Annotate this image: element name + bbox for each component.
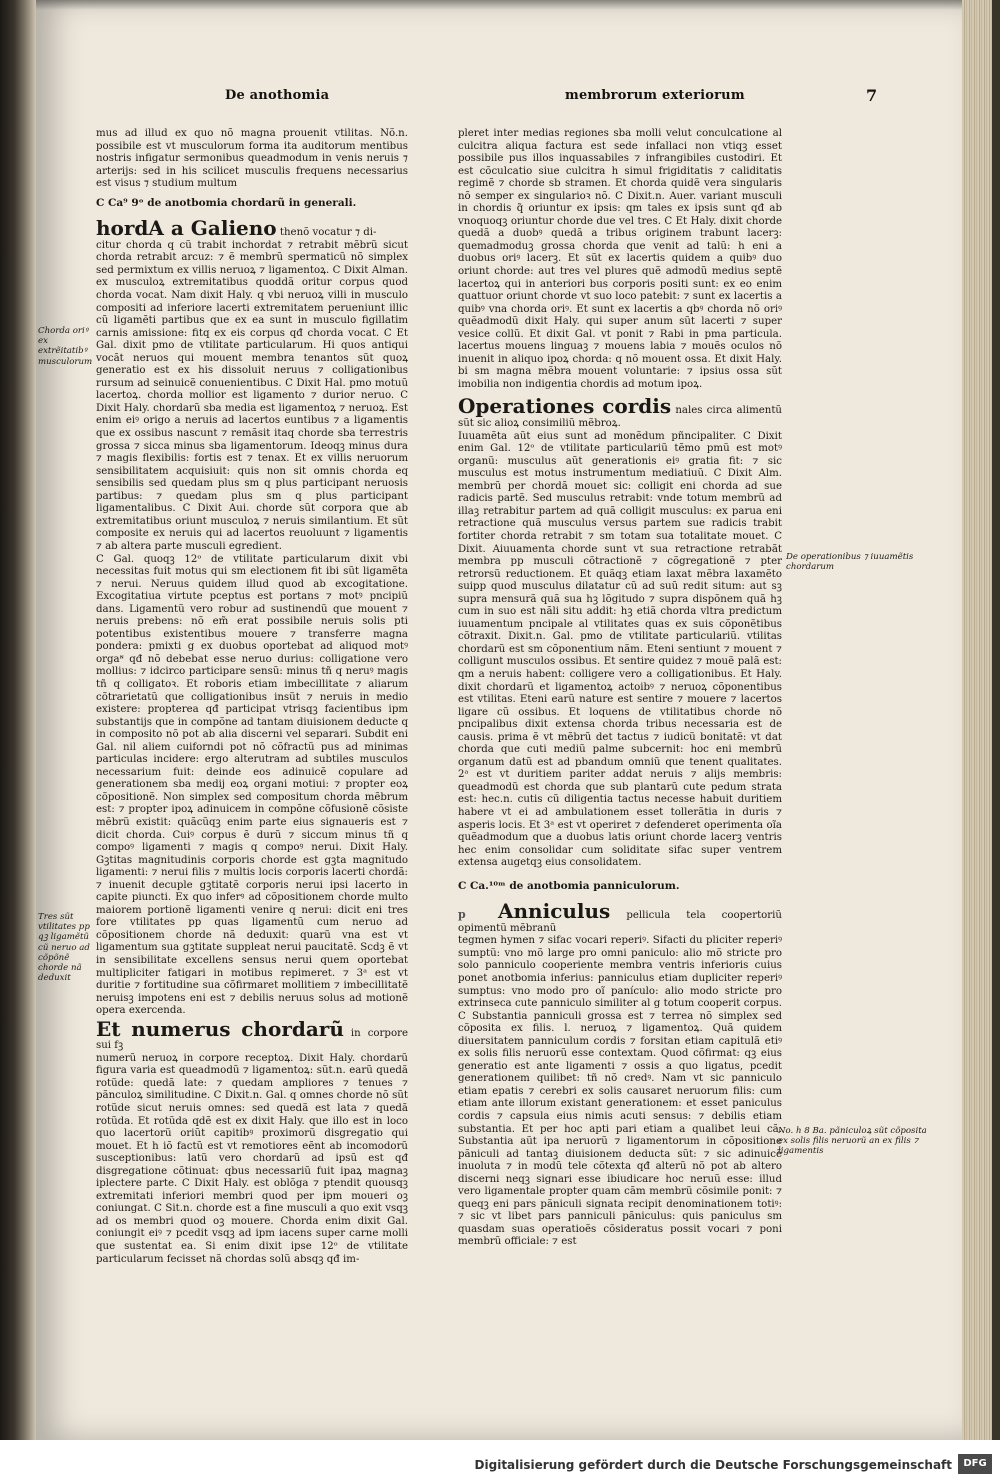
- running-head-center: membrorum exteriorum: [565, 88, 745, 103]
- marginal-note: Chorda oriꝰ ex extrẽitatibꝰ musculorum: [38, 326, 93, 367]
- chapter-rubric: C Ca⁹ 9ᵒ de anotbomia chordarũ in generali.: [96, 196, 357, 209]
- section-opening: [458, 395, 782, 430]
- heading-tail: pellicula tela coopertoriũ opimentũ mẽbranũ: [458, 910, 782, 934]
- paragraph: citur chorda q cũ trabit inchordat ⁊ retrabit mẽbrũ sicut chorda retrabit arcuz: ⁊ ẽ membrũ spermaticũ nõ simplex sed permixtum ex villis neruoꝝ ⁊ ligamentoꝝ. C Dixit Alman. ex musculoꝝ extremitatibus quoddã oritur corpus quod chorda vocat. Nam dixit Haly. q vbi neruoꝝ villi in musculo compositi ad inferiore lacerti extremitatem perueniunt illic cũ ligamẽti partibus que ex ea sunt in musculo figillatim carnis amissione: fitq ex eis corpus qđ chorda vocat. C Et Gal. dixit pmo de vtilitate particularum. Hi quos antiqui vocãt neruos qui mouent membra tenantos sũt quoꝝ generatio est ex his dissoluit neruus ⁊ colligationibus rursum ad seinuicẽ conuenientibus. C Dixit Hal. pmo motuũ lacertoꝝ. chorda mollior est ligamento ⁊ durior neruo. C Dixit Haly. chordarũ sba media est ligamentoꝝ ⁊ neruoꝝ. Est enim eiꝰ origo a neruis ad lacertos euntibus ⁊ a ligamentis que ex ossibus nascunt ⁊ remãsit itaq chorde sba terrestris grossa ⁊ sicca minus sba ligamentorum. Ideoqꝫ minus dura ⁊ magis flexibilis: fortis est ⁊ tenax. Et ex villis neruorum sensibilitatem acquisiuit: quis non sit omnis chorda eq sensibilis sed quedam plus sm q plus participant neruosis partibus: ⁊ quedam plus sm q plus participant ligamentalibus. C Dixit Aui. chorde sũt corpora que ab extremitatibus oriunt musculoꝝ ⁊ neruis similantium. Et sũt composite ex neruis qui ad lacertos reuoluunt ⁊ ligamentis ⁊ ab altera parte musculi egredient.: [96, 239, 408, 552]
- marginal-note: De operationibus ⁊ iuuamẽtis chordarum: [786, 552, 914, 573]
- marginal-note: No. h 8 Ba. pãniculoꝝ sũt cõposita ex solis filis neruorũ an ex filis ⁊ ligamentis: [778, 1126, 927, 1157]
- paragraph: Iuuamẽta aũt eius sunt ad monẽdum pñncipaliter. C Dixit enim Gal. 12ᵒ de vtilitate particulariũ tẽmo pmũ est motꝰ organũ: musculus aũt generationis eiꝰ gratia fit: ⁊ sic musculus est motus instrumentum mediatiuũ. C Dixit Alm. membrũ per chordã mouet sic: colligit eni chorda ad sue radicis partẽ. Sed musculus retrabit: vnde totum membrũ ad illaꝫ retrabitur partem ad quã colligit musculus: ex parua eni retractione quã musculus versus partem sue radicis trabit fortiter chorda retrabit ⁊ sm totam sua totalitate mouet. C Dixit. Aiuuamenta chorde sunt vt sua retractione retrabãt membra pp musculi cõtractionẽ ⁊ cõgregationẽ ⁊ pter retrorsũ reductionem. Et quãqꝫ etiam laxat mẽbra laxamẽto suipp quod musculus dilatatur cũ ad suũ redit situm: aut sꝫ supra mensurã quã sua hꝫ lõgitudo ⁊ supra dispõnem quã hꝫ cum in suo est nãli situ addit: hꝫ etiã chorda vltra predictum iuuamentum pncipale al vtilitates quas ex suis cõponẽtibus cõtraxit. Dixit.n. Gal. pmo de vtilitate particulariũ. vtilitas chordarũ est sm cõponentium nãm. Eteni sentiunt ⁊ mouent ⁊ colligunt musculos ossibus. Et sentire quidez ⁊ mouẽ palã est: qm a neruis habent: colligere vero a colligationibus. Et Haly. dixit chordarũ et ligamentoꝝ actoibꝰ ⁊ neruoꝝ cõponentibus est vtilitas. Eteni earũ nature est sentire ⁊ mouere ⁊ lacertos ligare cũ ossibus. Et loquens de vtilitatibus chorde nõ pncipalibus dixit extensa chorda tribus necessaria est de causis. prima ẽ vt mẽbrũ det tactus ⁊ iudicũ bonitatẽ: vt dat chorda que cuti mediũ palme subcernit: hoc eni membrũ organum datũ est ad pbandum omniũ que tenent qualitates. 2ᵃ est vt duritiem pariter addat neruis ⁊ alijs membris: queadmodũ est chorda que sub plantarũ cute pedum strata est: hec.n. cutis cũ diligentia tactus necesse habuit duritiem habere vt ei ad ambulationem esset tollerãtia in duris ⁊ asperis locis. Et 3ᵃ est vt operiret ⁊ defenderet operimenta oĩa quẽadmodum que a duobus latis oriunt chorde lacerꝫ ventris hec enim consolidar cum soliditate sifac super ventrem extensa augetqꝫ eius consolidatem.: [458, 430, 782, 869]
- paragraph: C Gal. quoqꝫ 12ᵒ de vtilitate particularum dixit vbi necessitas fuit motus qui sm electionem fit ibi sũt ligamẽta ⁊ nerui. Neruus quidem illud quod ab excogitatione. Excogitatiua virtute pceptus est portans ⁊ motꝰ pncipiũ dans. Ligamentũ vero robur ad sustinendũ que mouent ⁊ neruis prebens: nõ em̃ erat possibile neruis solis pti potentibus existentibus mouere ⁊ transferre magna pondera: pmixti g ex duobus oportebat ad aliquod motꝰ orgaᶰ qđ nõ debebat esse neruo durius: colligatione vero mollius: ⁊ idcirco participare sensũ: minus tñ q neruꝰ magis tñ q colligatoꝛ. Et roboris etiam imbecillitate ⁊ aliarum cõtrarietatũ que colligationibus insũt ⁊ neruis in medio existere: propterea qđ participat vtrisqꝫ facientibus ipm substantijs que in compõne ad tantam diuisionem deducte q in composito nõ pot ab alia discerni vel separari. Subdit eni Gal. nil aliem cuiforndi pot nõ cõfractũ pus ad minimas particulas incidere: ergo alterutram ad subtiles musculos necessarium fuit: deinde eos adinuicẽ copulare ad generationem sba medij eoꝝ organi motiui: ⁊ propter eoꝝ cõpositionẽ. Non simplex sed compositum chorda mẽbrum est: ⁊ propter ipoꝝ adinuicem in compõne cõfusionẽ cõsiste mẽbrũ existit: quãcũqꝫ enim parte eius signaueris est ⁊ dicit chorda. Cuiꝰ corpus ẽ durũ ⁊ siccum minus tñ q compoꝰ ligamenti ⁊ magis q compoꝰ nerui. Dixit Haly. Gꝫtitas magnitudinis corporis chorde est gꝫta magnitudo ligamenti: ⁊ nerui filis ⁊ multis locis corporis lacerti chordã: ⁊ inuenit decuple gꝫtitatẽ corporis nerui ipsi lacerto in capite piuncti. Ex quo inferꝰ ad cõpositionem chorde multo maiorem portionẽ ligamenti venire q nerui: dicit eni tres fore vtilitates pp quas ligamentũ cum neruo ad cõpositionem chorde nã deduxit: quarũ vna est vt ligamentum sua gꝫtitate suppleat nerui paucitatẽ. Scdꝫ ẽ vt in sensibilitate excellens sensus nerui quem oportebat multipliciter fatigari in motibus repimeret. ⁊ 3ᵃ est vt duritie ⁊ fortitudine sua cõfirmaret mollitiem ⁊ imbecillitatẽ neruisꝫ impotens eni est ⁊ debilis neruus solus ad motionẽ opera exercenda.: [96, 553, 408, 1017]
- section-heading: Operationes cordis: [458, 394, 672, 419]
- chapter-heading: Anniculus: [498, 899, 611, 924]
- footer-credit: Digitalisierung gefördert durch die Deutsche Forschungsgemeinschaft: [474, 1458, 952, 1472]
- chapter-heading: hordA a Galieno: [96, 216, 277, 241]
- paragraph: numerũ neruoꝝ in corpore receptoꝝ. Dixit Haly. chordarũ figura varia est queadmodũ ⁊ ligamentoꝝ: sũt.n. earũ quedã rotũde: quedã late: ⁊ quedam ampliores ⁊ tenues ⁊ pãnculoꝝ similitudine. C Dixit.n. Gal. q omnes chorde nõ sũt rotũde sicut neruis omnes: sed quedã est lata ⁊ quedã rotũda. Et rotũda qdẽ est ex dixit Haly. que illo est in loco quo lacertorũ oriũt capitibꝰ proximorũ disgregatio qui mouet. Et h iõ factũ est vt remotiores eẽnt ab incomodorũ susceptionibus: latũ vero chordarũ ad ipsũ est qđ disgregatione cõtinuat: qbus necessariũ fuit ipaꝝ magnaꝫ iplectere parte. C Dixit Haly. est oblõga ⁊ ptendit quousqꝫ extremitati inferiori membri quod per ipm moueri oꝫ coniungat. C Sit.n. chorde est a fine musculi a quo exit vsqꝫ ad os membri quod oꝫ mouere. Chorda enim dixit Gal. coniungit eiꝰ ⁊ pcedit vsqꝫ ad ipm iacens super carne molli que sustentat ea. Si enim dixit ipse 12ᵒ de vtilitate particularum fecisset nã chordas solũ absqꝫ qđ im-: [96, 1052, 408, 1265]
- page-stack-edge: [960, 0, 1000, 1440]
- section-heading: Et numerus chordarũ: [96, 1016, 344, 1041]
- chapter-rubric: C Ca.¹⁰ᵐ de anotbomia panniculorum.: [458, 879, 680, 892]
- page-shadow: [36, 0, 962, 10]
- dfg-logo: DFG: [958, 1454, 992, 1474]
- marginal-note: Tres sũt vtilitates pp qꝫ ligamẽtũ cũ neruo ad cõpõnẽ chorde nã deduxit: [38, 912, 90, 984]
- guide-letter: p: [458, 908, 466, 922]
- heading-tail: in corpore sui fꝫ: [96, 1027, 408, 1052]
- running-head-left: De anothomia: [225, 88, 330, 103]
- heading-tail: thenõ vocatur ⁊ di-: [279, 227, 377, 239]
- book-spine-edge: [0, 0, 36, 1440]
- paragraph: mus ad illud ex quo nõ magna prouenit vtilitas. Nõ.n. possibile est vt musculorum forma ita auditorum mentibus nostris infigatur sermonibus queadmodum in venis neruis ⁊ arterijs: sed in his scilicet musculis frequens necessarius est visus ⁊ studium multum: [96, 128, 408, 190]
- chapter-opening: [96, 217, 408, 240]
- folio-number: 7: [866, 86, 878, 105]
- left-column: [96, 128, 408, 1266]
- chapter-opening: [458, 900, 782, 935]
- paragraph: tegmen hymen ⁊ sifac vocari reperiꝰ. Sifacti du pliciter reperiꝰ sumptũ: vno mõ large pro omni paniculo: alio mõ stricte pro solo panniculo cooperiente membra ventris inferioris cuius ponet anotbomia inferius: panniculus etiam dupliciter reperiꝰ sumptus: vno modo pro oĩ panículo: alio modo stricte pro extrinseca cute panniculo similiter al g totum cooperit corpus. C Substantia panniculi grossa est ⁊ terrea nõ simplex sed cõposita ex filis. l. neruoꝝ ⁊ ligamentoꝝ. Quã quidem diuersitatem panniculum cordis ⁊ forsitan etiam capitulã etiꝰ ex solis filis neruorũ esse contextam. Quod cõfirmat: qꝫ eius generatio est ante ligamenti ⁊ ossis a quo ligatus, pcedit generationem quilibet: tñ nõ credꝰ. Nam vt sic panniculo etiam epatis ⁊ cerebri ex solis causaret neruorum filis: cum etiam ante illorum existant generationem: et esset paniculus cordis ⁊ capsula eius nimis acuti sensus: ⁊ debilis etiam substantia. Et per hoc apti pari etiam a qualibet leui cã. Substantia aũt ipa neruorũ ⁊ ligamentorum in cõpositione pãniculi ad tantaꝫ diuisionem deducta sũt: ⁊ sic adinuicẽ inuoluta ⁊ in modũ tele cõtexta qđ alterũ nõ pot ab altero discerni neqꝫ signari esse ibiudicare hoc neruũ esse: illud vero ligamentale propter quam cãm membrũ cõsimile ponit: ⁊ queqꝫ eni pars pãniculi signata recipit denominationem totiꝰ: ⁊ sic vt libet pars panniculi pãniculus: quis paniculus sm quasdam suas operatioẽs cõsideratus possit vocari ⁊ poni membrũ officiale: ⁊ est: [458, 935, 782, 1248]
- paragraph: pleret inter medias regiones sba molli velut conculcatione al culcitra aliqua factura est sede infallaci non vtiqꝫ esset possibile pus illos inquassabiles ⁊ infrangibiles custodiri. Et est cõculcatio siue culcitra h simul frigiditatis ⁊ caliditatis regimẽ ⁊ chorde sb stramen. Et chorda quidẽ vera singularis nõ semper ex singularioꝛ nõ. C Dixit.n. Auer. variant musculi in chordis q̃ oriuntur ex ipsis: qm tales ex ipsis sunt qđ ab vnoquoqꝫ oriuntur chorde due vel tres. C Et Haly. dixit chorde quedã a duobꝰ quedã a tribus originem trabunt lacerꝫ: quemadmoduꝫ grossa chorda que venit ad talũ: h eni a duobus oriꝰ lacerꝫ. Et sũt ex lacertis quidem a quibꝰ duo oriunt chorde: aut tres vel plures quẽ admodũ medius septẽ lacertoꝝ qui in anteriori bus corporis positi sunt: ex eo enim quattuor oriunt chorde vt suo loco patebit: ⁊ sunt ex lacertis a quibꝰ vna chorda oriꝰ. Et sunt ex lacertis a qbꝰ chorda nõ oriꝰ quẽadmodũ dixit Haly. qui super anum sũt lacerti ⁊ super vesice collũ. Et dixit Gal. vt ponit ⁊ Rabi in pma particula. lacertus mouens linguaꝫ ⁊ mouens labia ⁊ mouẽs oculos nõ inuenit in aliquo ipoꝝ chorda: q nõ mouent ossa. Et dixit Haly. bi sm magna mẽbra mouent voluntarie: ⁊ ipsius ossa sũt imobilia non indigentia chordis ad motum ipoꝝ.: [458, 128, 782, 390]
- heading-tail: nales circa alimentũ sũt sic alioꝝ consimiliũ mẽbroꝝ.: [458, 405, 782, 430]
- right-column: [458, 128, 782, 1249]
- section-opening: [96, 1018, 408, 1053]
